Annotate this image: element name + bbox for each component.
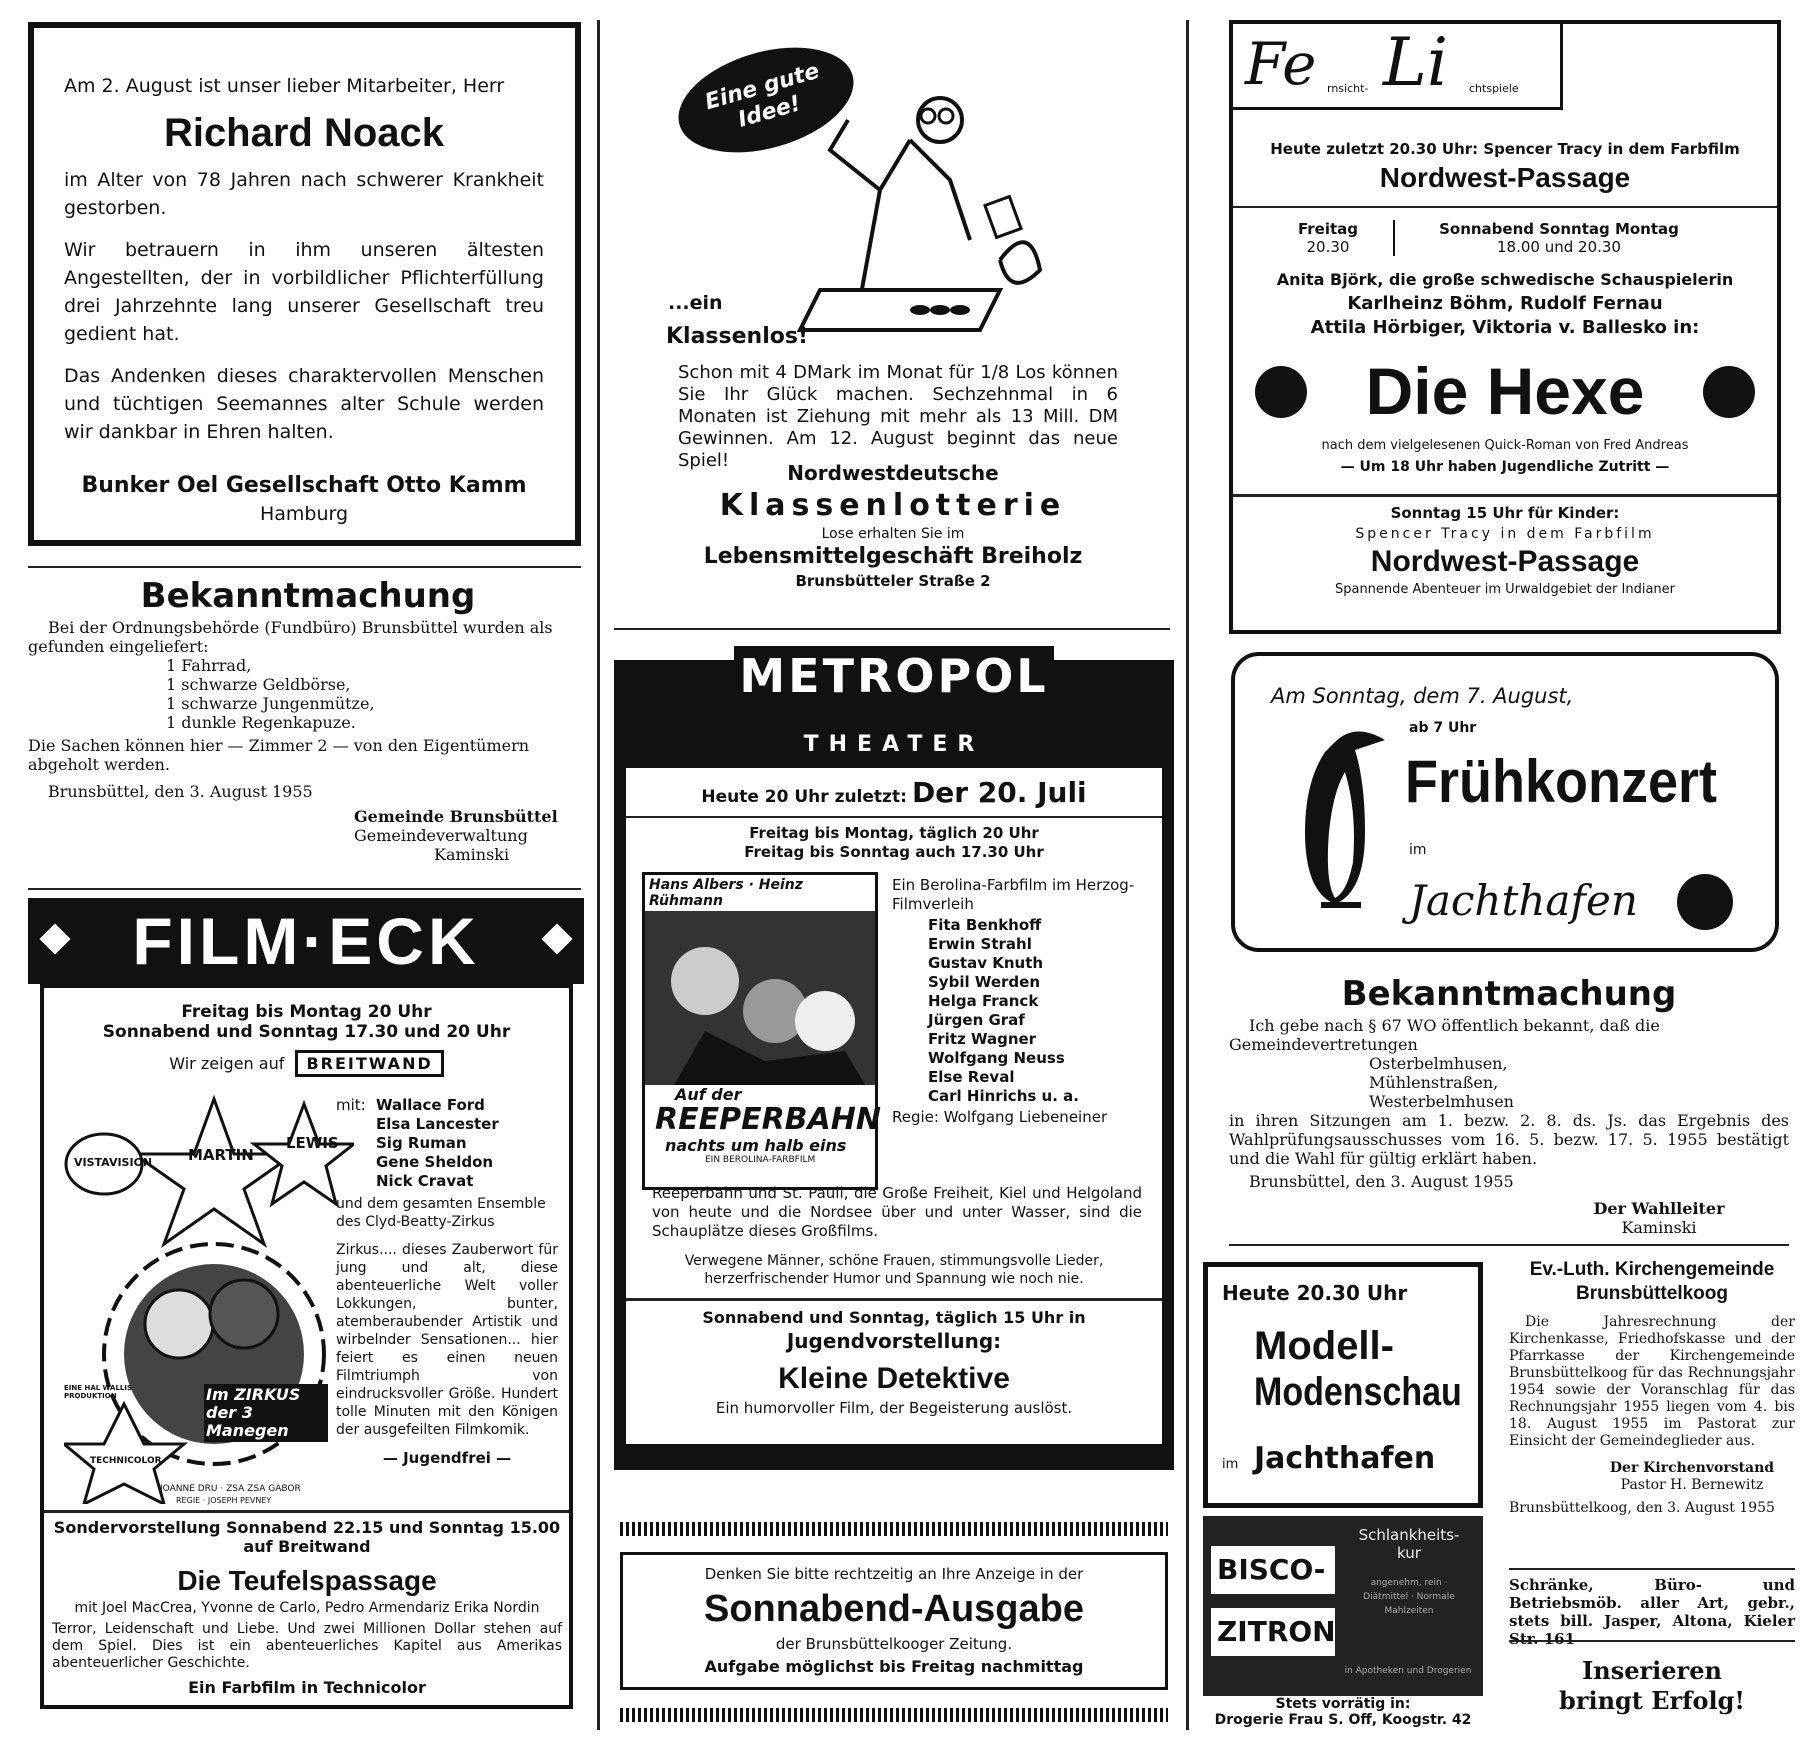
cast-name: Sig Ruman bbox=[376, 1134, 467, 1152]
breitwand-badge: BREITWAND bbox=[295, 1050, 443, 1077]
list-item: 1 Fahrrad, bbox=[166, 656, 252, 675]
bisco-drog: Drogerie Frau S. Off, Koogstr. 42 bbox=[1214, 1712, 1472, 1728]
obituary-ad bbox=[28, 22, 581, 546]
poster-credits1: JOANNE DRU · ZSA ZSA GABOR bbox=[160, 1484, 301, 1494]
filmeck-desc: Zirkus.... dieses Zauberwort für jung und alt, diese abenteuerliche Welt voller Lokkungen, bunter, atemberaubender Artistik und wirbelnder Sensationen... hier feiert es einen neuen Filmtriumph von eindrucksvoller Größe. Hundert tolle Minuten mit den Königen der ausgefeilten Filmkomik. bbox=[336, 1242, 558, 1438]
wahl-sign1: Der Wahlleiter bbox=[1593, 1199, 1725, 1218]
feli-roman: nach dem vielgelesenen Quick-Roman von Fred Andreas bbox=[1321, 438, 1689, 453]
notice-sign3: Kaminski bbox=[434, 845, 510, 864]
divider bbox=[614, 628, 1170, 630]
mode-title2: Modenschau bbox=[1254, 1370, 1462, 1414]
mode-place: Jachthafen bbox=[1254, 1441, 1436, 1476]
lottery-cartoon-man bbox=[760, 40, 1060, 340]
bullet-dot bbox=[1677, 874, 1733, 930]
kirche-title1: Ev.-Luth. Kirchengemeinde bbox=[1529, 1259, 1775, 1280]
right-column bbox=[1189, 0, 1800, 1750]
wahl-places bbox=[1229, 1054, 1789, 1111]
filmeck-mit: mit: bbox=[336, 1096, 366, 1114]
notice-sign1: Gemeinde Brunsbüttel bbox=[354, 807, 558, 826]
logo-chtspiele: chtspiele bbox=[1469, 82, 1519, 95]
election-notice bbox=[1229, 972, 1789, 1237]
kirche-body: Die Jahresrechnung der Kirchenkasse, Friedhofskasse und der Pfarrkasse der Kirchengemeinde Brunsbüttelkoog für das Rechnungsjahr 1954 sowie der Voranschlag für das Rechnungsjahr 1955 liegen vom 4. bis 18. August 1955 im Pastorat zur Einsicht der Gemeindeglieder aus. bbox=[1509, 1314, 1795, 1449]
divider bbox=[626, 1298, 1162, 1301]
kirche-date: Brunsbüttelkoog, den 3. August 1955 bbox=[1509, 1500, 1775, 1516]
feli-fr: Freitag bbox=[1297, 220, 1359, 238]
logo-fe: Fe bbox=[1245, 30, 1317, 98]
poster-lewis: LEWIS bbox=[286, 1134, 339, 1152]
metropol-content bbox=[624, 766, 1164, 1446]
metropol-jugend1: Sonnabend und Sonntag, täglich 15 Uhr in bbox=[702, 1308, 1086, 1327]
lotto-body: Schon mit 4 DMark im Monat für 1/8 Los können Sie Ihr Glück machen. Sechzehnmal in 6 Monaten ist Ziehung mit mehr als 13 Mill. DM Gewinnen. Am 12. August beginnt das neue Spiel! bbox=[678, 362, 1118, 471]
divider bbox=[44, 1510, 569, 1513]
logo-li: Li bbox=[1383, 24, 1448, 101]
notice-title: Bekanntmachung bbox=[140, 576, 476, 616]
kirche-sign1: Der Kirchenvorstand bbox=[1609, 1460, 1775, 1476]
lotto-org1: Nordwestdeutsche bbox=[787, 461, 999, 485]
zitron-box bbox=[1211, 1608, 1335, 1656]
metropol-title: METROPOL bbox=[739, 649, 1049, 703]
poster-credits2: REGIE · JOSEPH PEVNEY bbox=[176, 1496, 272, 1505]
lotto-addr: Brunsbütteler Straße 2 bbox=[795, 572, 991, 590]
metropol-sched1: Freitag bis Montag, täglich 20 Uhr bbox=[749, 824, 1039, 842]
lotto-org2: Klassenlotterie bbox=[719, 488, 1067, 523]
feli-so: Sonnabend Sonntag Montag bbox=[1439, 220, 1679, 238]
middle-column bbox=[600, 0, 1186, 1750]
obituary-city: Hamburg bbox=[259, 503, 349, 525]
feli-cast3: Attila Hörbiger, Viktoria v. Ballesko in: bbox=[1310, 317, 1700, 338]
cast-name: Wolfgang Neuss bbox=[928, 1049, 1065, 1067]
filmeck-title: FILM·ECK bbox=[132, 904, 480, 978]
mode-title1: Modell- bbox=[1254, 1324, 1394, 1368]
metropol-ad bbox=[614, 649, 1174, 1470]
poster-foot: EIN BEROLINA-FARBFILM bbox=[705, 1155, 816, 1165]
list-item: 1 dunkle Regenkapuze. bbox=[166, 713, 356, 732]
list-item: Osterbelmhusen, bbox=[1369, 1054, 1508, 1073]
sonnabend-ad bbox=[620, 1552, 1168, 1690]
metropol-jugend-desc: Ein humorvoller Film, der Begeisterung auslöst. bbox=[715, 1399, 1073, 1417]
feli-film3desc: Spannende Abenteuer im Urwaldgebiet der Indianer bbox=[1334, 582, 1676, 597]
cast-name: Else Reval bbox=[928, 1068, 1015, 1086]
obituary-line2: im Alter von 78 Jahren nach schwerer Krankheit gestorben. bbox=[64, 169, 544, 219]
cast-name: Gene Sheldon bbox=[376, 1153, 494, 1171]
filmeck-cast bbox=[376, 1096, 499, 1191]
poster-title1: Auf der bbox=[675, 1085, 742, 1104]
feli-heute: Heute zuletzt 20.30 Uhr: Spencer Tracy in dem Farbfilm bbox=[1270, 140, 1740, 158]
sonnabend-line2: der Brunsbüttelkooger Zeitung. bbox=[775, 1635, 1013, 1653]
filmeck-jugendfrei: — Jugendfrei — bbox=[382, 1449, 512, 1467]
konzert-im: im bbox=[1409, 842, 1427, 858]
list-item: 1 schwarze Geldbörse, bbox=[166, 675, 351, 694]
notice-intro: Bei der Ordnungsbehörde (Fundbüro) Brunsbüttel wurden als gefunden eingeliefert: bbox=[28, 618, 553, 656]
mode-im: im bbox=[1222, 1457, 1239, 1472]
konzert-title: Frühkonzert bbox=[1405, 748, 1718, 815]
feli-logo-box bbox=[1233, 24, 1563, 110]
poster-top: Hans Albers · Heinz Rühmann bbox=[645, 875, 875, 911]
sonnabend-line1: Denken Sie bitte rechtzeitig an Ihre Anzeige in der bbox=[704, 1565, 1084, 1583]
feli-film1: Nordwest-Passage bbox=[1379, 162, 1631, 193]
konzert-time: ab 7 Uhr bbox=[1409, 720, 1477, 736]
wahl-body: in ihren Sitzungen am 1. bezw. 2. 8. ds. Js. das Ergebnis des Wahlprüfungsausschusses vom 16. 5. bezw. 17. 5. 1955 bestätigt und die Wahl für gültig erklärt haben. bbox=[1229, 1111, 1789, 1168]
left-column bbox=[0, 0, 597, 1750]
filmeck-wir: Wir zeigen auf bbox=[169, 1054, 285, 1073]
notice-items bbox=[28, 656, 588, 732]
kirche-sign2: Pastor H. Bernewitz bbox=[1620, 1477, 1764, 1493]
divider bbox=[1509, 1568, 1795, 1570]
zirkus-poster bbox=[64, 1094, 354, 1504]
filmeck-ensemble: und dem gesamten Ensemble des Clyd-Beatty-Zirkus bbox=[336, 1196, 546, 1230]
filmeck-film2cast: mit Joel MacCrea, Yvonne de Carlo, Pedro Armendariz Erika Nordin bbox=[74, 1600, 540, 1616]
cast-name: Jürgen Graf bbox=[928, 1011, 1025, 1029]
inserieren-1: Inserieren bbox=[1582, 1656, 1722, 1685]
feli-cast1: Anita Björk, die große schwedische Schauspielerin bbox=[1276, 270, 1734, 289]
poster-zirkus: Im ZIRKUS der 3 Manegen bbox=[204, 1384, 328, 1442]
list-item: Mühlenstraßen, bbox=[1369, 1073, 1499, 1092]
poster-martin: MARTIN bbox=[188, 1146, 254, 1164]
filmeck-ad bbox=[40, 984, 573, 1709]
filmeck-sonder: Sondervorstellung Sonnabend 22.15 und Sonntag 15.00 auf Breitwand bbox=[53, 1518, 561, 1556]
obituary-para2: Das Andenken dieses charaktervollen Menschen und tüchtigen Seemannes alter Schule werden wir dankbar in Ehren halten. bbox=[64, 365, 544, 443]
bisco-kur: Schlankheits-kur bbox=[1358, 1526, 1460, 1562]
konzert-place: Jachthafen bbox=[1409, 876, 1638, 925]
obituary-intro: Am 2. August ist unser lieber Mitarbeiter, Herr bbox=[64, 75, 505, 97]
cast-name: Erwin Strahl bbox=[928, 935, 1032, 953]
divider bbox=[1229, 1244, 1789, 1246]
poster-vistavision: VISTAVISION bbox=[74, 1156, 153, 1169]
notice-date: Brunsbüttel, den 3. August 1955 bbox=[48, 782, 313, 801]
poster-hal: EINE HAL WALLIS PRODUKTION bbox=[64, 1384, 133, 1400]
feli-film3: Nordwest-Passage bbox=[1370, 545, 1640, 578]
filmeck-sched2: Sonnabend und Sonntag 17.30 und 20 Uhr bbox=[102, 1022, 511, 1042]
church-notice bbox=[1509, 1258, 1795, 1517]
obituary-company: Bunker Oel Gesellschaft Otto Kamm bbox=[81, 473, 527, 498]
metropol-jugend-film: Kleine Detektive bbox=[778, 1362, 1010, 1395]
metropol-title-band bbox=[734, 646, 1054, 722]
sonnabend-line3: Aufgabe möglichst bis Freitag nachmittag bbox=[704, 1657, 1084, 1676]
mode-heute: Heute 20.30 Uhr bbox=[1222, 1281, 1408, 1305]
poster-title2: REEPERBAHN bbox=[655, 1102, 881, 1137]
bisco-apo: in Apotheken und Drogerien bbox=[1344, 1666, 1472, 1676]
filmeck-header bbox=[28, 898, 584, 984]
metropol-heute-label: Heute 20 Uhr zuletzt: bbox=[701, 787, 907, 807]
cast-name: Wallace Ford bbox=[376, 1096, 485, 1114]
divider bbox=[28, 566, 581, 568]
obituary-name: Richard Noack bbox=[163, 111, 445, 155]
metropol-jugend2: Jugendvorstellung: bbox=[786, 1329, 1002, 1353]
divider bbox=[28, 888, 581, 890]
notice-pickup: Die Sachen können hier — Zimmer 2 — von den Eigentümern abgeholt werden. bbox=[28, 736, 530, 774]
cast-name: Elsa Lancester bbox=[376, 1115, 499, 1133]
cast-name: Gustav Knuth bbox=[928, 954, 1044, 972]
feli-sep bbox=[1393, 220, 1395, 256]
divider bbox=[1233, 206, 1777, 208]
feli-kinder: Sonntag 15 Uhr für Kinder: bbox=[1390, 504, 1620, 522]
divider bbox=[626, 816, 1162, 818]
cast-name: Carl Hinrichs u. a. bbox=[928, 1087, 1079, 1105]
lost-found-notice bbox=[28, 574, 588, 864]
penguin-icon bbox=[1295, 722, 1385, 912]
poster-faces bbox=[645, 911, 875, 1101]
inserieren-2: bringt Erfolg! bbox=[1559, 1686, 1745, 1715]
hatched-border-top bbox=[620, 1522, 1168, 1536]
metropol-sub: THEATER bbox=[803, 732, 985, 757]
list-item: Westerbelmhusen bbox=[1369, 1092, 1514, 1111]
lotto-klassenlos: Klassenlos! bbox=[666, 324, 808, 349]
feli-film2: Die Hexe bbox=[1365, 354, 1645, 428]
feli-cast2: Karlheinz Böhm, Rudolf Fernau bbox=[1347, 293, 1663, 314]
cast-name: Fita Benkhoff bbox=[928, 916, 1042, 934]
kirche-title2: Brunsbüttelkoog bbox=[1576, 1283, 1728, 1304]
divider bbox=[1509, 1640, 1795, 1642]
filmeck-film2desc: Terror, Leidenschaft und Liebe. Und zwei Millionen Dollar stehen auf dem Spiel. Dies ist ein abenteuerliches Kapitel aus Amerikas abenteuerlicher Geschichte. bbox=[52, 1621, 562, 1671]
cast-name: Nick Cravat bbox=[376, 1172, 474, 1190]
poster-title3: nachts um halb eins bbox=[665, 1136, 847, 1155]
hatched-border-bottom bbox=[620, 1708, 1168, 1722]
schraenke-ad: Schränke, Büro- und Betriebsmöb. aller Art, gebr., stets bill. Jasper, Altona, Kieler Str. 161 bbox=[1509, 1576, 1795, 1648]
wahl-date: Brunsbüttel, den 3. August 1955 bbox=[1249, 1172, 1514, 1191]
metropol-tag: Verwegene Männer, schöne Frauen, stimmungsvolle Lieder, herzerfrischender Humor und Spannung wie noch nie. bbox=[684, 1253, 1104, 1287]
bisco-small: angenehm, rein · Diätmittel · Normale Mahlzeiten bbox=[1363, 1578, 1455, 1616]
metropol-sched2: Freitag bis Sonntag auch 17.30 Uhr bbox=[744, 843, 1044, 861]
poster-technicolor: TECHNICOLOR bbox=[90, 1456, 162, 1466]
feli-kinder2: Spencer Tracy in dem Farbfilm bbox=[1355, 526, 1655, 542]
zitron-text: ZITRON bbox=[1217, 1615, 1336, 1648]
reeperbahn-poster bbox=[642, 872, 881, 1190]
bisco-box bbox=[1211, 1546, 1335, 1594]
cast-name: Sybil Werden bbox=[928, 973, 1040, 991]
logo-rnsicht: rnsicht- bbox=[1327, 82, 1369, 95]
metropol-desc: Reeperbahn und St. Pauli, die Große Freiheit, Kiel und Helgoland von heute und die Nordsee über und unter Wasser, sind die Schauplätze dieses Großfilms. bbox=[652, 1184, 1142, 1240]
divider bbox=[1233, 494, 1777, 497]
feli-jugend: — Um 18 Uhr haben Jugendliche Zutritt — bbox=[1340, 459, 1670, 475]
bisco-stets: Stets vorrätig in: bbox=[1275, 1696, 1411, 1712]
wahl-intro: Ich gebe nach § 67 WO öffentlich bekannt, daß die Gemeindevertretungen bbox=[1229, 1016, 1660, 1054]
lotto-ein: ...ein bbox=[668, 292, 723, 314]
feli-fr-time: 20.30 bbox=[1306, 238, 1350, 256]
obituary-para1: Wir betrauern in ihm unseren ältesten Angestellten, der in vorbildlicher Pflichterfüllung drei Jahrzehnte lang unserer Gesellschaft treu gedient hat. bbox=[64, 239, 544, 345]
wahl-title: Bekanntmachung bbox=[1341, 974, 1677, 1014]
konzert-ad bbox=[1231, 652, 1779, 952]
bisco-text: BISCO- bbox=[1217, 1553, 1326, 1586]
metropol-regie: Regie: Wolfgang Liebeneiner bbox=[892, 1108, 1108, 1126]
sonnabend-title: Sonnabend-Ausgabe bbox=[703, 1588, 1085, 1630]
lotto-shop: Lebensmittelgeschäft Breiholz bbox=[703, 544, 1083, 569]
wahl-sign2: Kaminski bbox=[1621, 1218, 1697, 1237]
cast-name: Fritz Wagner bbox=[928, 1030, 1037, 1048]
konzert-date: Am Sonntag, dem 7. August, bbox=[1271, 684, 1574, 708]
cast-name: Helga Franck bbox=[928, 992, 1039, 1010]
notice-sign2: Gemeindeverwaltung bbox=[354, 826, 528, 845]
list-item: 1 schwarze Jungenmütze, bbox=[166, 694, 375, 713]
modenschau-ad bbox=[1203, 1262, 1483, 1508]
filmeck-film2: Die Teufelspassage bbox=[177, 1565, 437, 1596]
filmeck-sched1: Freitag bis Montag 20 Uhr bbox=[181, 1002, 432, 1022]
lotto-lose: Lose erhalten Sie im bbox=[821, 526, 965, 542]
metropol-berolina: Ein Berolina-Farbfilm im Herzog-Filmverleih bbox=[892, 876, 1135, 913]
bubble-text: Eine gute Idee! bbox=[702, 58, 823, 133]
bisco-ad bbox=[1203, 1516, 1483, 1696]
feli-ad bbox=[1229, 20, 1781, 634]
lottery-ad bbox=[600, 20, 1186, 620]
filmeck-film2foot: Ein Farbfilm in Technicolor bbox=[188, 1678, 426, 1697]
feli-so-time: 18.00 und 20.30 bbox=[1497, 238, 1621, 256]
metropol-heute-film: Der 20. Juli bbox=[911, 776, 1087, 809]
metropol-cast bbox=[892, 916, 1152, 1106]
